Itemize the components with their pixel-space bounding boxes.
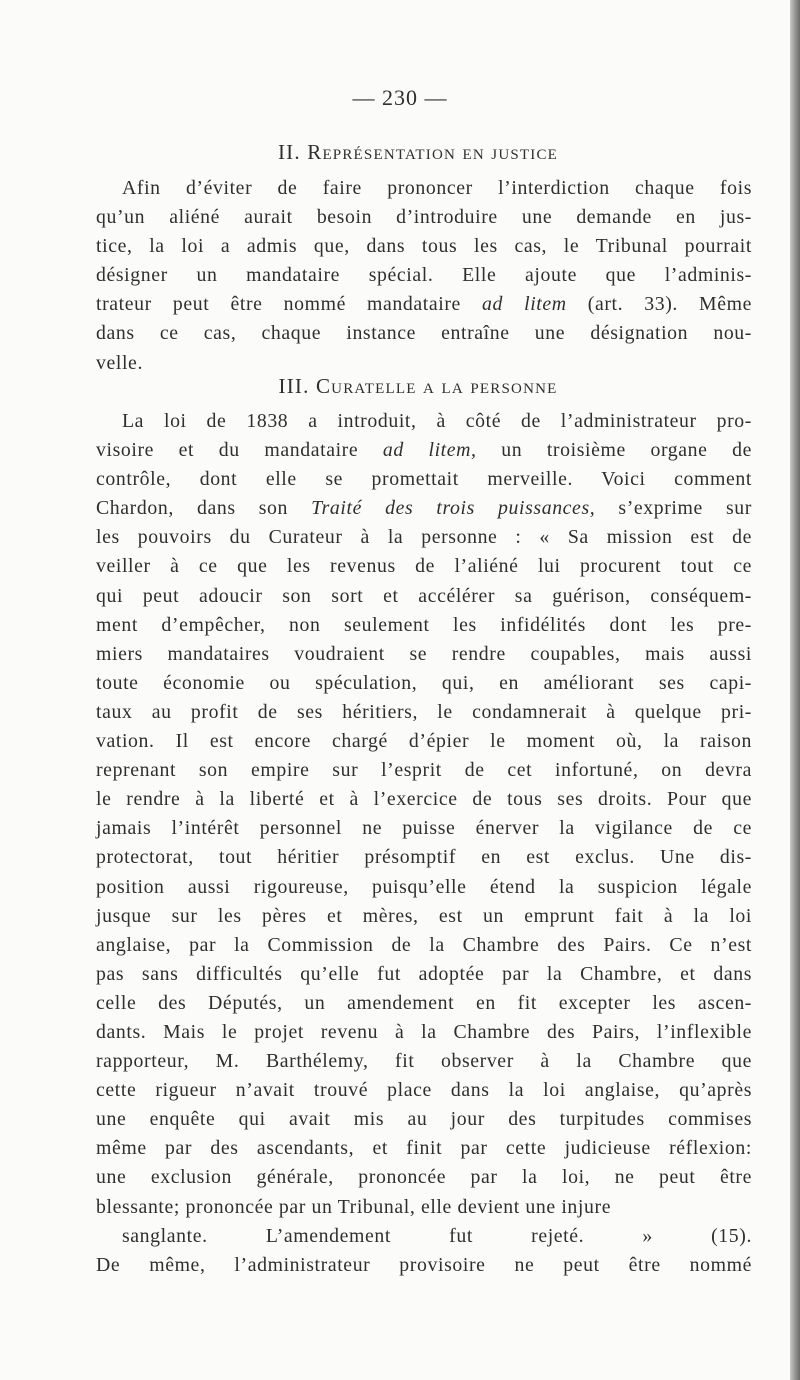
text-line: désigner un mandataire spécial. Elle ajoute que l’adminis-	[96, 264, 752, 287]
text-line: position aussi rigoureuse, puisqu’elle étend la suspicion légale	[96, 875, 752, 898]
text-line: taux au profit de ses héritiers, le condamnerait à quelque pri-	[96, 700, 752, 723]
text-line: De même, l’administrateur provisoire ne peut être nommé	[96, 1253, 752, 1276]
text-line: Chardon, dans son Traité des trois puissances, s’exprime sur	[96, 497, 752, 520]
text-line: le rendre à la liberté et à l’exercice de tous ses droits. Pour que	[96, 788, 752, 811]
text-line: cette rigueur n’avait trouvé place dans la loi anglaise, qu’après	[96, 1079, 752, 1102]
text-line: trateur peut être nommé mandataire ad litem (art. 33). Même	[96, 293, 752, 316]
text-line: rapporteur, M. Barthélemy, fit observer à la Chambre que	[96, 1050, 752, 1073]
text-line: pas sans difficultés qu’elle fut adoptée par la Chambre, et dans	[96, 962, 752, 985]
text-line: qui peut adoucir son sort et accélérer sa guérison, conséquem-	[96, 584, 752, 607]
text-line: une exclusion générale, prononcée par la loi, ne peut être	[96, 1166, 752, 1189]
section-heading-curatelle: III. Curatelle a la personne	[278, 374, 558, 398]
text-line: protectorat, tout héritier présomptif en est exclus. Une dis-	[96, 846, 752, 869]
page-edge-shadow	[790, 0, 800, 1380]
text-line: anglaise, par la Commission de la Chambre des Pairs. Ce n’est	[96, 933, 752, 956]
text-line: jusque sur les pères et mères, est un emprunt fait à la loi	[96, 904, 752, 927]
text-line: visoire et du mandataire ad litem, un troisième organe de	[96, 439, 753, 462]
text-line: même par des ascendants, et finit par cette judicieuse réflexion:	[96, 1137, 752, 1160]
text-line: les pouvoirs du Curateur à la personne : « Sa mission est de	[96, 526, 752, 549]
text-line: velle.	[96, 351, 143, 374]
text-line: ment d’empêcher, non seulement les infidélités dont les pre-	[96, 613, 752, 636]
section-heading-representation: II. Représentation en justice	[277, 140, 559, 164]
text-line: qu’un aliéné aurait besoin d’introduire une demande en jus-	[96, 206, 752, 229]
text-line: La loi de 1838 a introduit, à côté de l’administrateur pro-	[122, 410, 752, 432]
section-body-representation	[96, 174, 752, 378]
text-line: Afin d’éviter de faire prononcer l’interdiction chaque fois	[122, 177, 752, 199]
text-line: celle des Députés, un amendement en fit excepter les ascen-	[96, 991, 752, 1014]
text-line: toute économie ou spéculation, qui, en améliorant ses capi-	[96, 671, 752, 694]
page-number: — 230 —	[352, 85, 448, 110]
text-line: miers mandataires voudraient se rendre coupables, mais aussi	[96, 642, 752, 665]
text-line: une enquête qui avait mis au jour des turpitudes commises	[96, 1108, 752, 1131]
text-line: jamais l’intérêt personnel ne puisse énerver la vigilance de ce	[96, 817, 752, 840]
text-line: veiller à ce que les revenus de l’aliéné lui procurent tout ce	[96, 555, 752, 578]
text-line: sanglante. L’amendement fut rejeté. » (15).	[122, 1224, 752, 1247]
text-line: vation. Il est encore chargé d’épier le moment où, la raison	[96, 730, 752, 753]
text-line: contrôle, dont elle se promettait merveille. Voici comment	[96, 468, 752, 491]
text-line: dans ce cas, chaque instance entraîne une désignation nou-	[96, 322, 752, 345]
text-line: dants. Mais le projet revenu à la Chambre des Pairs, l’inflexible	[96, 1020, 752, 1043]
text-line: blessante; prononcée par un Tribunal, elle devient une injure	[96, 1195, 612, 1218]
text-line: reprenant son empire sur l’esprit de cet infortuné, on devra	[96, 759, 752, 782]
text-line: tice, la loi a admis que, dans tous les cas, le Tribunal pourrait	[96, 235, 752, 258]
section-body-curatelle	[96, 407, 752, 1280]
